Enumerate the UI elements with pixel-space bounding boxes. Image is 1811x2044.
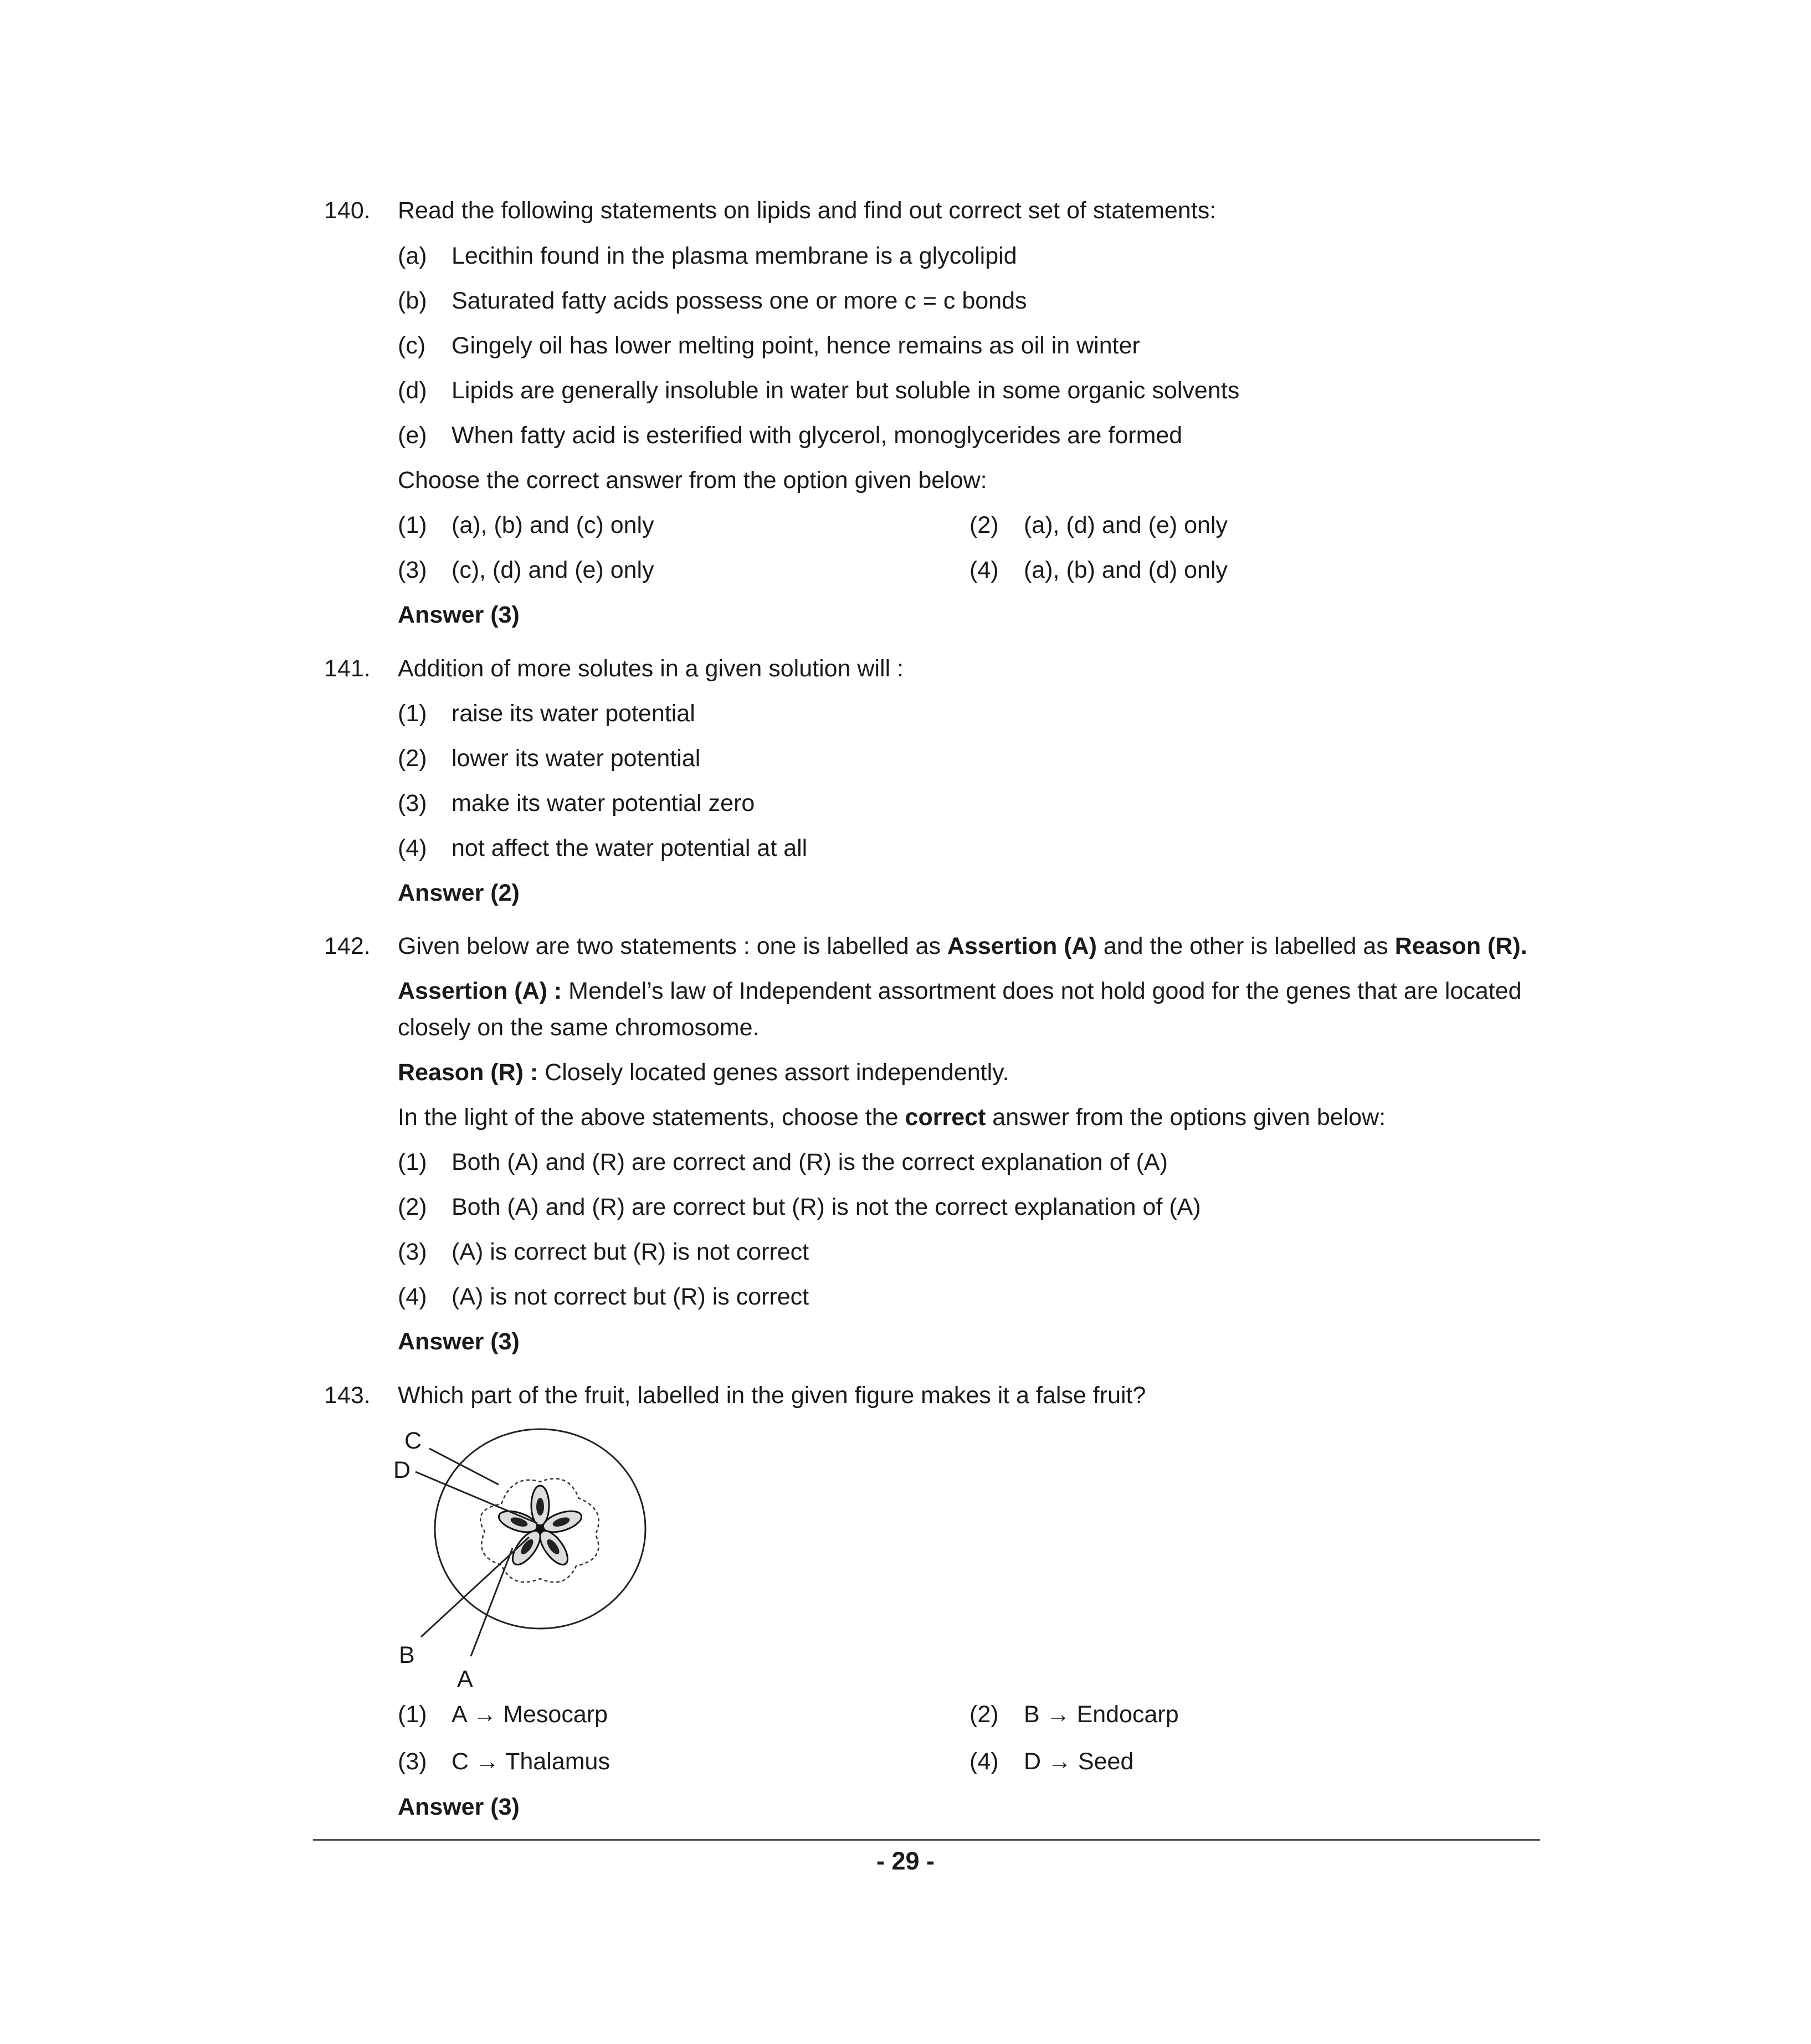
option-label: (4) [398,835,427,861]
figure-label-a: A [457,1666,473,1692]
choose-instruction: Choose the correct answer from the option given below: [398,467,987,494]
question-141-stem: Addition of more solutes in a given solution will : [398,655,904,682]
assertion-continuation: closely on the same chromosome. [398,1014,760,1041]
assertion-label: Assertion (A) : [398,978,562,1004]
question-140-stem: Read the following statements on lipids and find out correct set of statements: [398,197,1217,224]
question-number-140: 140. [324,197,371,224]
stem-text: and the other is labelled as [1096,933,1395,959]
reason-term: Reason (R). [1394,933,1527,959]
option-text: (A) is correct but (R) is not correct [452,1239,809,1265]
option-text: C → Thalamus [452,1748,610,1775]
assertion-line [398,974,1522,1008]
light-instruction [398,1101,1386,1134]
question-number-141: 141. [324,655,371,682]
statement-text: When fatty acid is esterified with glycerol, monoglycerides are formed [452,422,1183,449]
option-text: (A) is not correct but (R) is correct [452,1283,809,1310]
statement-text: Lecithin found in the plasma membrane is a glycolipid [452,243,1017,269]
option-text: (a), (b) and (d) only [1024,557,1228,583]
option-text: (a), (b) and (c) only [452,512,654,538]
leader-line-d [415,1472,537,1523]
option-label: (2) [969,512,999,538]
option-label: (3) [398,790,427,816]
statement-text: Gingely oil has lower melting point, hence remains as oil in winter [452,332,1140,359]
answer-143: Answer (3) [398,1794,520,1820]
option-label: (4) [969,557,999,583]
option-text: make its water potential zero [452,790,755,816]
fruit-diagram [388,1421,654,1692]
reason-line [398,1056,1009,1089]
assertion-term: Assertion (A) [947,933,1097,959]
statement-label: (e) [398,422,427,449]
page-number: - 29 - [876,1847,935,1875]
core-center [536,1524,545,1533]
reason-label: Reason (R) : [398,1059,538,1086]
question-142-stem [398,929,1527,963]
figure-label-b: B [399,1642,415,1668]
leader-line-c [429,1449,499,1485]
assertion-text: Mendel’s law of Independent assortment does not hold good for the genes that are located [562,978,1522,1004]
option-label: (3) [398,1748,427,1775]
figure-label-d: D [393,1457,411,1483]
option-text: Both (A) and (R) are correct and (R) is the correct explanation of (A) [452,1149,1168,1175]
option-text: A → Mesocarp [452,1701,608,1728]
option-label: (2) [969,1701,999,1728]
option-label: (1) [398,1149,427,1175]
option-text: raise its water potential [452,700,695,727]
option-text: (c), (d) and (e) only [452,557,654,583]
option-text: (a), (d) and (e) only [1024,512,1228,538]
option-label: (3) [398,557,427,583]
answer-142: Answer (3) [398,1328,520,1355]
seed [536,1498,544,1516]
question-143-stem: Which part of the fruit, labelled in the given figure makes it a false fruit? [398,1382,1146,1409]
question-number-142: 142. [324,933,371,959]
answer-140: Answer (3) [398,602,520,628]
option-text: not affect the water potential at all [452,835,808,861]
footer-divider [313,1839,1540,1841]
statement-label: (b) [398,287,427,314]
instruction-emphasis: correct [905,1104,986,1131]
statement-label: (d) [398,377,427,404]
option-label: (1) [398,512,427,538]
instruction-text: In the light of the above statements, choose the [398,1104,905,1131]
statement-label: (a) [398,243,427,269]
option-text: B → Endocarp [1024,1701,1179,1728]
option-label: (4) [969,1748,999,1775]
option-text: lower its water potential [452,745,701,772]
leader-line-a [471,1548,512,1656]
reason-text: Closely located genes assort independently. [538,1059,1009,1086]
option-label: (2) [398,745,427,772]
stem-text: Given below are two statements : one is labelled as [398,933,947,959]
option-text: Both (A) and (R) are correct but (R) is not the correct explanation of (A) [452,1194,1201,1220]
option-label: (2) [398,1194,427,1220]
option-text: D → Seed [1024,1748,1134,1775]
answer-141: Answer (2) [398,880,520,906]
instruction-text: answer from the options given below: [986,1104,1386,1131]
figure-label-c: C [404,1427,422,1454]
question-number-143: 143. [324,1382,371,1409]
option-label: (1) [398,700,427,727]
option-label: (4) [398,1283,427,1310]
statement-text: Saturated fatty acids possess one or more c = c bonds [452,287,1027,314]
option-label: (3) [398,1239,427,1265]
statement-label: (c) [398,332,426,359]
statement-text: Lipids are generally insoluble in water but soluble in some organic solvents [452,377,1240,404]
option-label: (1) [398,1701,427,1728]
fruit-cross-section-figure [388,1421,654,1695]
